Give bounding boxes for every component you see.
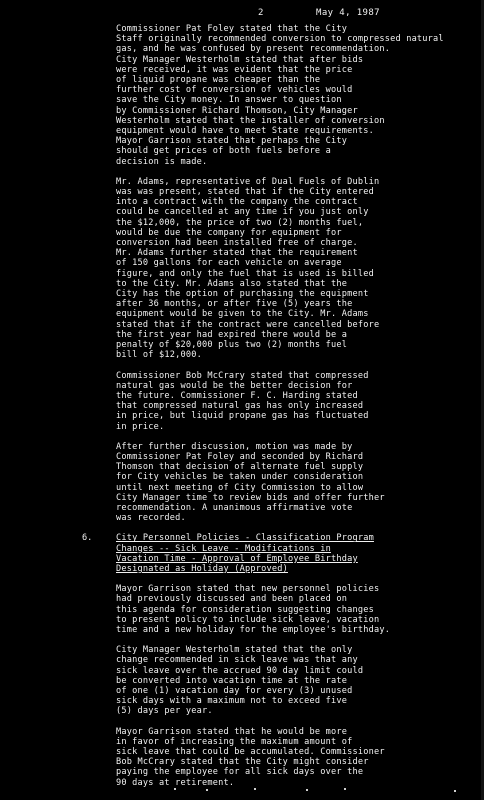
paragraph: Commissioner Pat Foley stated that the City Staff originally recommended conversion to compressed natural gas, and he was confused by present recommendation. City Manager Westerholm stated that after bids were received, it was evident that the price of liquid propane was cheaper than the further cost of conversion of vehicles would save the City money. In answer to question by Commissioner Richard Thomson, City Manager Westerholm stated that the installer of conversion equipment would have to meet State requirements. Mayor Garrison stated that perhaps the City should get prices of both fuels before a decision is made.: [116, 24, 444, 167]
page-number: 2: [258, 8, 264, 18]
agenda-item-6: [82, 533, 458, 788]
item-number: 6.: [82, 533, 93, 544]
minutes-body: [82, 24, 458, 798]
paragraph: Commissioner Bob McCrary stated that compressed natural gas would be the better decision for the future. Commissioner F. C. Harding stated that compressed natural gas has only increased in price, but liquid propane gas has fluctuated in price.: [116, 370, 369, 432]
scan-speck: [206, 789, 208, 791]
header-date: May 4, 1987: [316, 8, 381, 18]
page-header: [0, 6, 484, 20]
scan-speck: [454, 790, 456, 792]
paragraph: City Manager Westerholm stated that the only change recommended in sick leave was that any sick leave over the accrued 90 day limit could be converted into vacation time at the rate of one (1) vacation day for every (3) unused sick days with a maximum not to exceed five (5) days per year.: [116, 645, 364, 717]
paragraph: After further discussion, motion was made by Commissioner Pat Foley and seconded by Richard Thomson that decision of alternate fuel supply for City vehicles be taken under consideration until next meeting of City Commission to allow City Manager time to review bids and offer further recommendation. A unanimous affirmative vote was recorded.: [116, 441, 385, 524]
scan-speck: [306, 789, 308, 791]
item-title: City Personnel Policies - Classification Program Changes -- Sick Leave - Modifications in Vacation Time - Approval of Employee Birthday Designated as Holiday (Approved): [116, 533, 374, 574]
scan-speck: [344, 788, 346, 790]
paragraph: Mayor Garrison stated that he would be more in favor of increasing the maximum amount of sick leave that could be accumulated. Commissioner Bob McCrary stated that the City might consider paying the employee for all sick days over the 90 days at retirement.: [116, 726, 385, 788]
paragraph: Mayor Garrison stated that new personnel policies had previously discussed and been placed on this agenda for consideration suggesting changes to present policy to include sick leave, vacation time and a new holiday for the employee's birthday.: [116, 584, 391, 635]
paragraph: Mr. Adams, representative of Dual Fuels of Dublin was was present, stated that if the City entered into a contract with the company the contract could be cancelled at any time if you just only the $12,000, the price of two (2) months fuel, would be due the company for equipment for conversion had been installed free of charge. Mr. Adams further stated that the requirement of 150 gallons for each vehicle on average figure, and only the fuel that is used is billed to the City. Mr. Adams also stated that the City has the option of purchasing the equipment after 36 months, or after five (5) years the equipment would be given to the City. Mr. Adams stated that if the contract were cancelled before the first year had expired there would be a penalty of $20,000 plus two (2) months fuel bill of $12,000.: [116, 176, 380, 361]
scan-speck: [174, 788, 176, 790]
scan-artifacts: [0, 784, 484, 796]
scan-speck: [254, 788, 256, 790]
